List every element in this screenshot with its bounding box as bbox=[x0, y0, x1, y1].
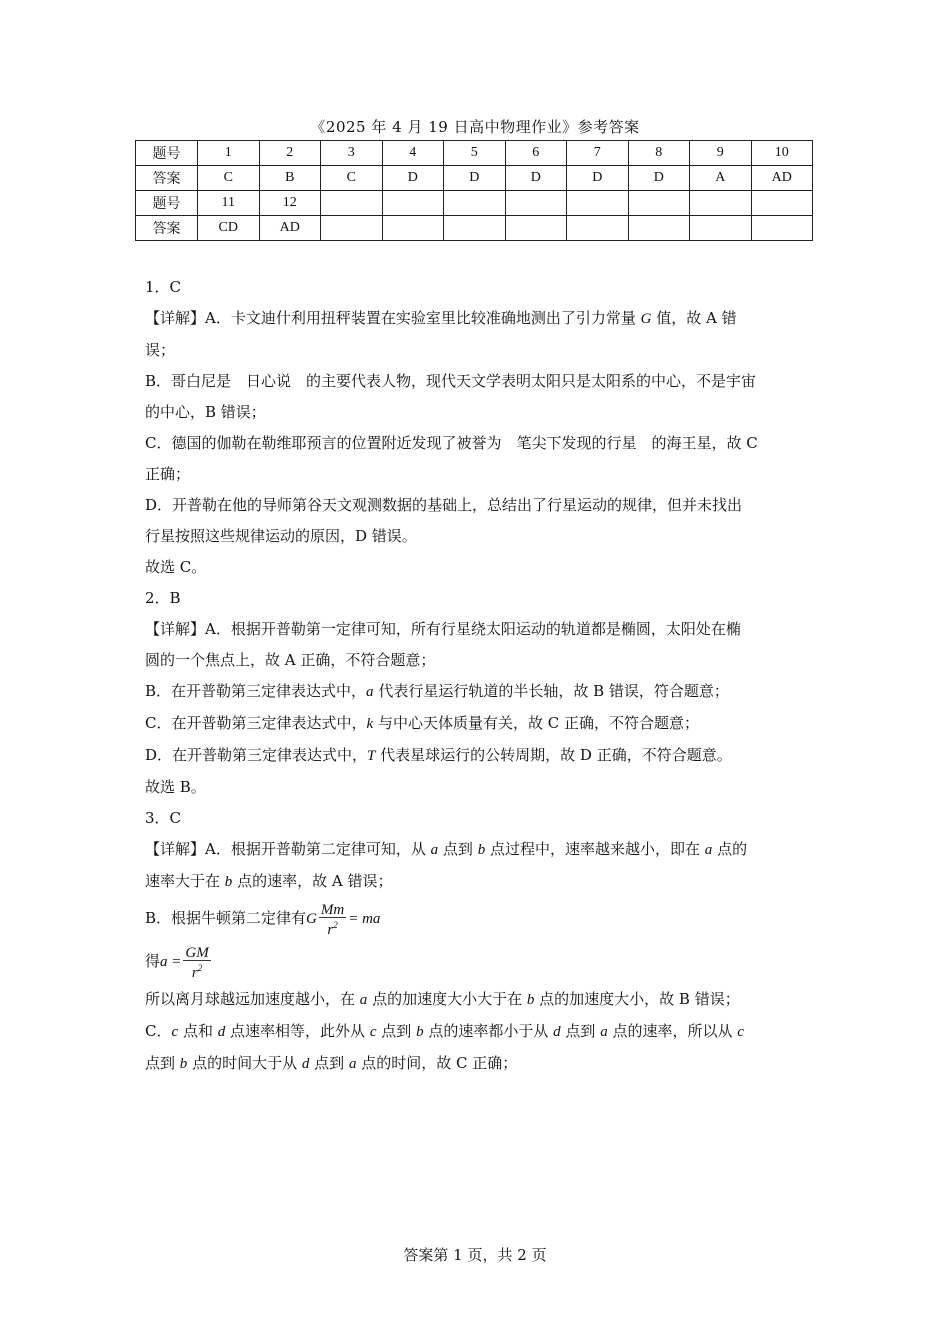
document-title: 《2025 年 4 月 19 日高中物理作业》参考答案 bbox=[310, 118, 640, 136]
table-cell bbox=[751, 216, 813, 241]
table-cell: C bbox=[198, 166, 260, 191]
question-heading: 3．C bbox=[145, 809, 182, 827]
explanation-line: C．c 点和 d 点速率相等，此外从 c 点到 b 点的速率都小于从 d 点到 a 点的速率，所以从 c bbox=[145, 1022, 744, 1040]
explanation-line: B．哥白尼是 日心说 的主要代表人物，现代天文学表明太阳只是太阳系的中心，不是宇宙 bbox=[145, 372, 757, 390]
explanation-line: C．德国的伽勒在勒维耶预言的位置附近发现了被誉为 笔尖下发现的行星 的海王星，故 C bbox=[145, 434, 758, 452]
explanation-line: C．在开普勒第三定律表达式中，k 与中心天体质量有关，故 C 正确，不符合题意； bbox=[145, 714, 699, 732]
explanation-line: 圆的一个焦点上，故 A 正确，不符合题意； bbox=[145, 651, 436, 669]
variable: k bbox=[366, 716, 374, 732]
page-footer: 答案第 1 页，共 2 页 bbox=[403, 1246, 547, 1264]
table-cell: 10 bbox=[751, 141, 813, 166]
table-row bbox=[136, 166, 813, 191]
table-cell bbox=[690, 216, 752, 241]
answer-explanations bbox=[145, 272, 835, 1080]
variable: G bbox=[640, 311, 652, 327]
explanation-line: 的中心，B 错误； bbox=[145, 403, 266, 421]
question-heading: 1．C bbox=[145, 278, 182, 296]
variable: T bbox=[367, 748, 376, 764]
explanation-line: 得a = $\frac{GM}{r^2}$ bbox=[145, 939, 835, 984]
table-cell: D bbox=[444, 166, 506, 191]
table-row bbox=[136, 141, 813, 166]
table-cell: CD bbox=[198, 216, 260, 241]
table-cell: 3 bbox=[321, 141, 383, 166]
explanation-line: 【详解】A．根据开普勒第一定律可知，所有行星绕太阳运动的轨道都是椭圆，太阳处在椭 bbox=[145, 620, 741, 638]
table-cell: A bbox=[690, 166, 752, 191]
table-cell: C bbox=[321, 166, 383, 191]
table-cell: 5 bbox=[444, 141, 506, 166]
table-cell: 9 bbox=[690, 141, 752, 166]
table-cell: 12 bbox=[259, 191, 321, 216]
table-cell bbox=[505, 216, 567, 241]
table-row bbox=[136, 216, 813, 241]
table-cell: 7 bbox=[567, 141, 629, 166]
table-cell bbox=[382, 216, 444, 241]
table-cell: D bbox=[628, 166, 690, 191]
explanation-line: 正确； bbox=[145, 465, 191, 483]
table-cell bbox=[628, 191, 690, 216]
table-cell bbox=[751, 191, 813, 216]
table-cell bbox=[444, 191, 506, 216]
table-cell: 1 bbox=[198, 141, 260, 166]
explanation-line: D．开普勒在他的导师第谷天文观测数据的基础上，总结出了行星运动的规律，但并未找出 bbox=[145, 496, 743, 514]
explanation-line: B．在开普勒第三定律表达式中，a 代表行星运行轨道的半长轴，故 B 错误，符合题意； bbox=[145, 682, 729, 700]
table-cell: AD bbox=[751, 166, 813, 191]
table-cell: 6 bbox=[505, 141, 567, 166]
answer-table bbox=[135, 140, 813, 241]
conclusion-line: 故选 B。 bbox=[145, 778, 206, 796]
table-cell: 8 bbox=[628, 141, 690, 166]
conclusion-line: 故选 C。 bbox=[145, 558, 207, 576]
explanation-line: 行星按照这些规律运动的原因，D 错误。 bbox=[145, 527, 417, 545]
newton-second-law-formula: G $\frac{Mm}{r^2}$ = ma bbox=[306, 901, 381, 938]
table-cell bbox=[444, 216, 506, 241]
row-header: 答案 bbox=[136, 166, 198, 191]
table-cell: 2 bbox=[259, 141, 321, 166]
table-cell bbox=[567, 216, 629, 241]
explanation-line: 【详解】A．根据开普勒第二定律可知，从 a 点到 b 点过程中，速率越来越小，即在 a 点的 bbox=[145, 840, 748, 858]
table-cell bbox=[628, 216, 690, 241]
table-cell bbox=[690, 191, 752, 216]
table-cell bbox=[567, 191, 629, 216]
explanation-line: 误； bbox=[145, 341, 176, 359]
acceleration-formula: a = $\frac{GM}{r^2}$ bbox=[160, 944, 209, 981]
table-cell: 11 bbox=[198, 191, 260, 216]
variable: a bbox=[366, 684, 374, 700]
table-cell: 4 bbox=[382, 141, 444, 166]
table-cell bbox=[321, 216, 383, 241]
table-cell: D bbox=[505, 166, 567, 191]
table-cell bbox=[321, 191, 383, 216]
table-cell: AD bbox=[259, 216, 321, 241]
row-header: 题号 bbox=[136, 141, 198, 166]
question-heading: 2．B bbox=[145, 589, 181, 607]
explanation-line: 点到 b 点的时间大于从 d 点到 a 点的时间，故 C 正确； bbox=[145, 1054, 518, 1072]
table-cell bbox=[382, 191, 444, 216]
table-cell: D bbox=[382, 166, 444, 191]
explanation-line: D．在开普勒第三定律表达式中，T 代表星球运行的公转周期，故 D 正确，不符合题意。 bbox=[145, 746, 732, 764]
row-header: 答案 bbox=[136, 216, 198, 241]
explanation-line: B．根据牛顿第二定律有G $\frac{Mm}{r^2}$ = ma bbox=[145, 898, 835, 939]
table-cell: B bbox=[259, 166, 321, 191]
table-row bbox=[136, 191, 813, 216]
table-cell bbox=[505, 191, 567, 216]
table-cell: D bbox=[567, 166, 629, 191]
explanation-line: 速率大于在 b 点的速率，故 A 错误； bbox=[145, 872, 393, 890]
explanation-line: 【详解】A．卡文迪什利用扭秤装置在实验室里比较准确地测出了引力常量 G 值，故 A 错 bbox=[145, 309, 737, 327]
explanation-line: 所以离月球越远加速度越小，在 a 点的加速度大小大于在 b 点的加速度大小，故 B 错误； bbox=[145, 990, 740, 1008]
row-header: 题号 bbox=[136, 191, 198, 216]
